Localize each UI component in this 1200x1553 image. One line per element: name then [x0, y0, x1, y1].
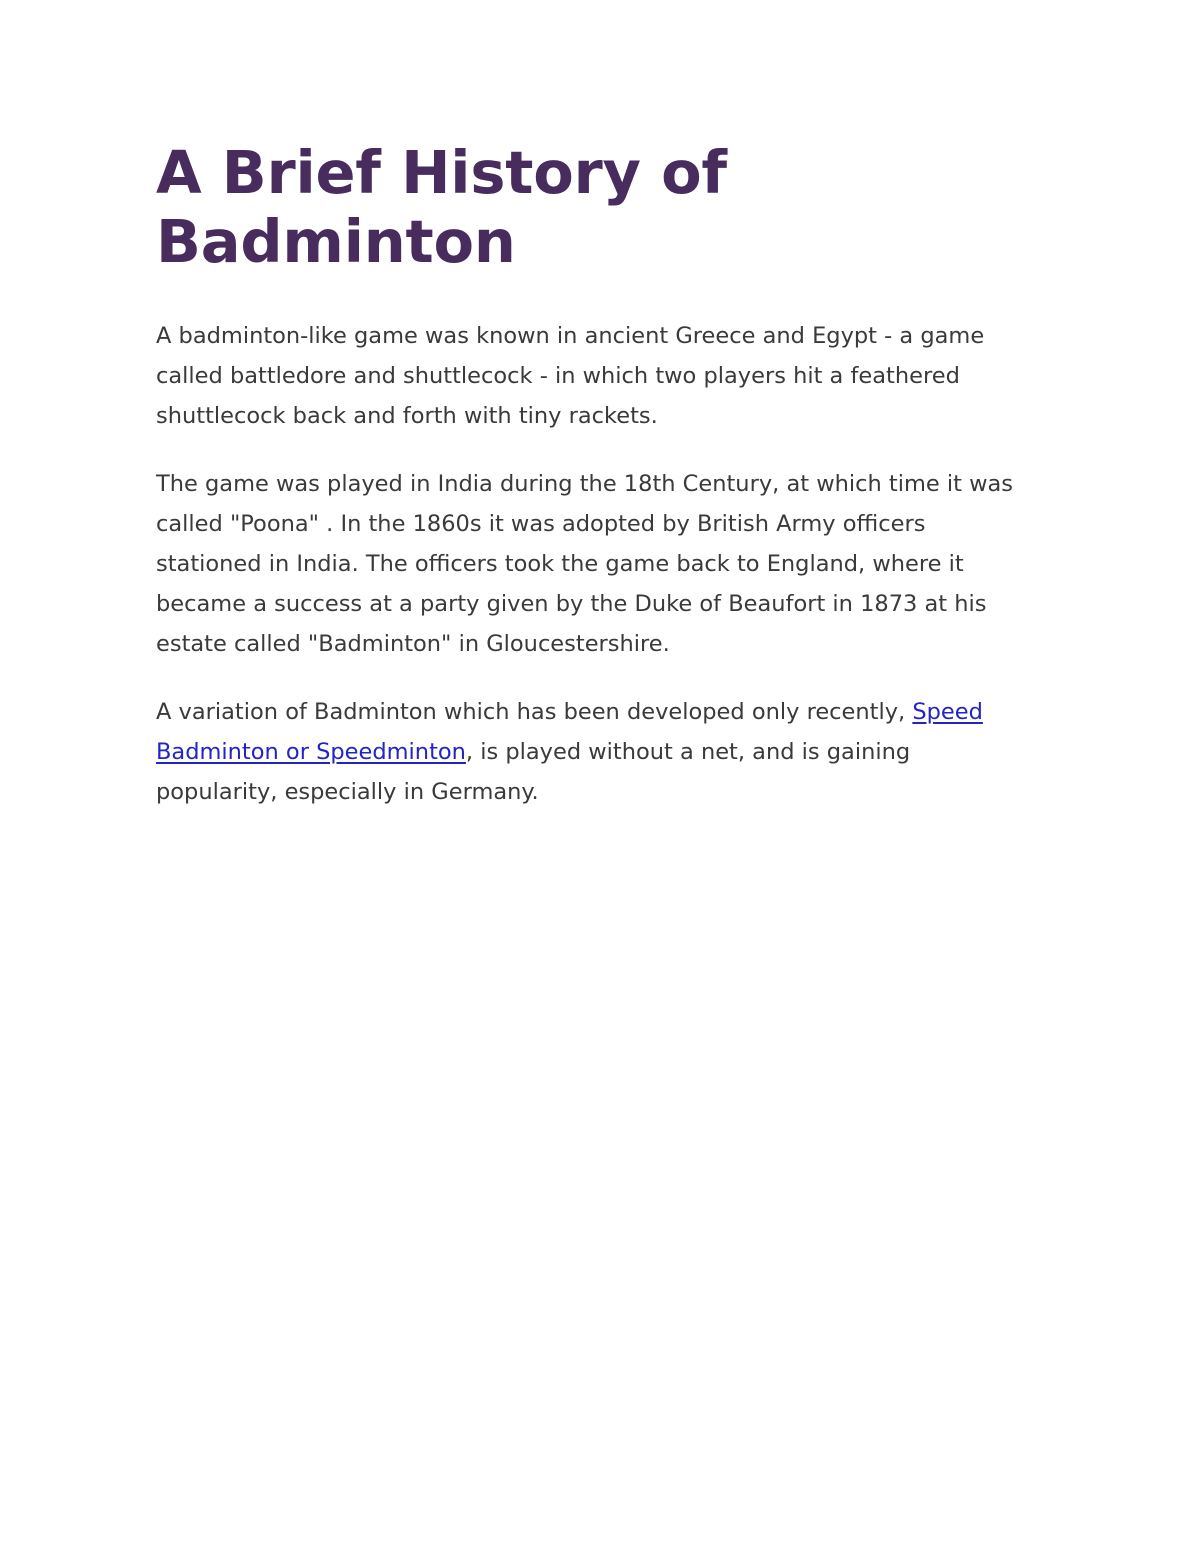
- paragraph-speed-badminton: [156, 692, 1036, 813]
- paragraph-text-after-link: , is played without a net, and is gaining popularity, especially in Germany.: [156, 738, 911, 806]
- document-content: [156, 138, 1036, 812]
- paragraph-ancient-origins: A badminton-like game was known in ancient Greece and Egypt - a game called battledore and shuttlecock - in which two players hit a feathered shuttlecock back and forth with tiny rackets.: [156, 323, 985, 430]
- paragraph-text-before-link: A variation of Badminton which has been developed only recently,: [156, 698, 913, 725]
- page-title: A Brief History of Badminton: [156, 138, 727, 276]
- paragraph-india-england: The game was played in India during the 18th Century, at which time it was called "Poona" . In the 1860s it was adopted by British Army officers stationed in India. The officers took the game back to England, where it became a success at a party given by the Duke of Beaufort in 1873 at his estate called "Badminton" in Gloucestershire.: [156, 470, 1014, 658]
- speed-badminton-link[interactable]: Speed Badminton or Speedminton: [156, 698, 983, 765]
